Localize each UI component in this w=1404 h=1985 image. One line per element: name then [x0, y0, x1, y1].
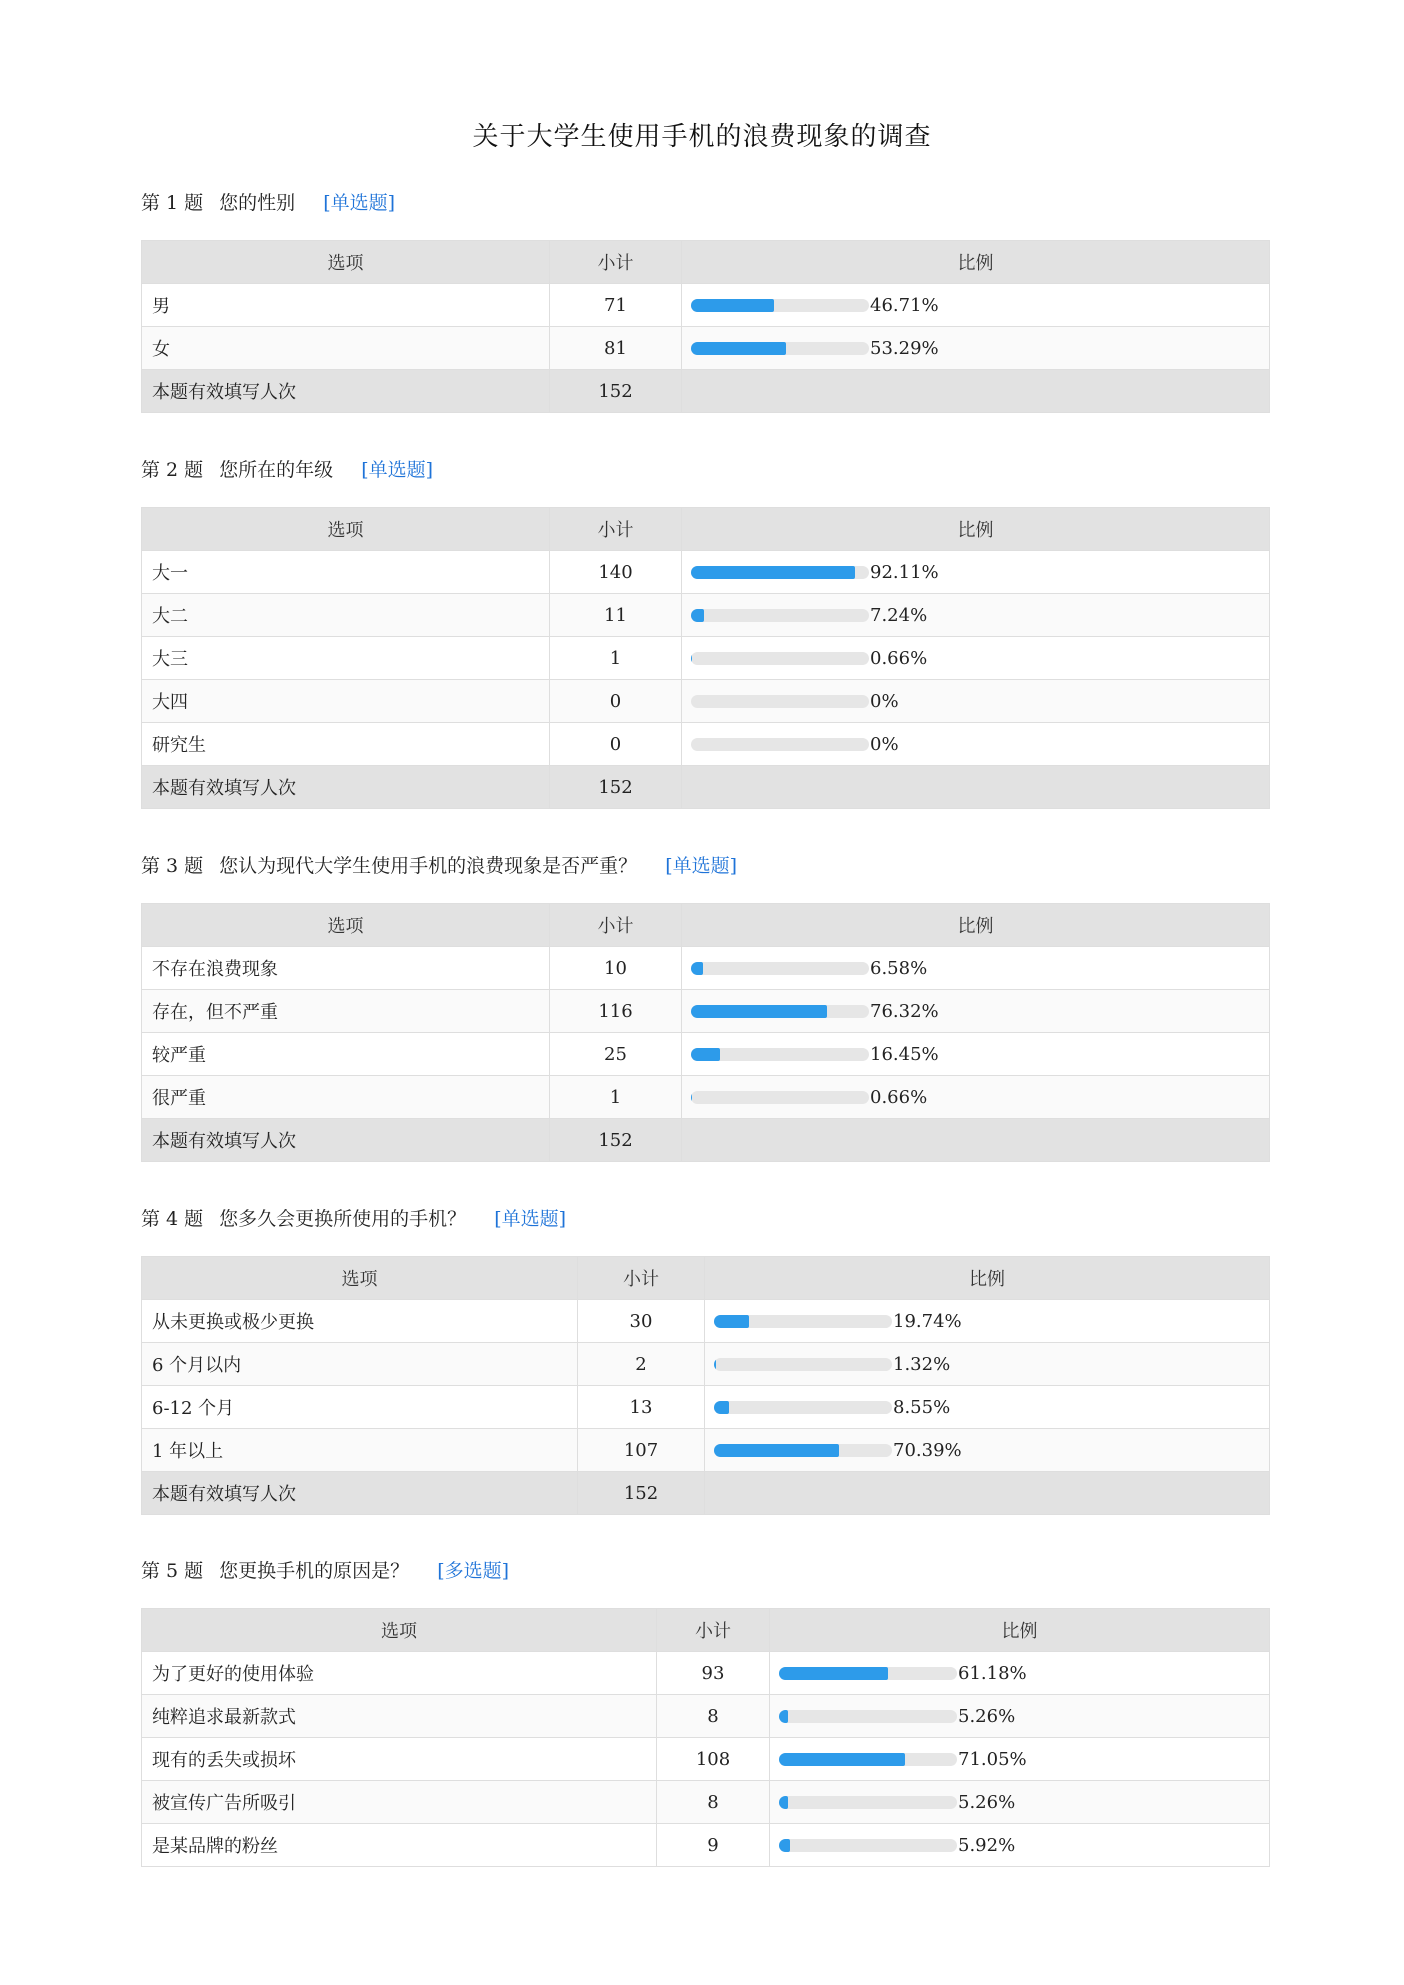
progress-bar: [779, 1710, 957, 1723]
ratio-column-header: 比例: [682, 508, 1270, 551]
results-table: [141, 507, 1270, 809]
progress-bar-fill: [779, 1667, 888, 1680]
ratio-cell: [682, 637, 1270, 680]
progress-bar-fill: [779, 1710, 788, 1723]
table-row: [142, 947, 1270, 990]
progress-bar: [714, 1401, 892, 1414]
ratio-column-header: 比例: [682, 904, 1270, 947]
percent-value: 7.24%: [870, 604, 928, 626]
question-type-link[interactable]: [单选题]: [665, 855, 738, 877]
progress-bar: [691, 695, 869, 708]
count-value: 108: [657, 1738, 770, 1781]
progress-bar-fill: [691, 1048, 720, 1061]
progress-bar-fill: [691, 652, 692, 665]
question-type-link[interactable]: [单选题]: [494, 1208, 567, 1230]
progress-bar-fill: [691, 299, 774, 312]
table-header-row: [142, 904, 1270, 947]
total-ratio-cell: [705, 1472, 1270, 1515]
total-ratio-cell: [682, 766, 1270, 809]
progress-bar: [779, 1667, 957, 1680]
total-row: [142, 766, 1270, 809]
table-row: [142, 1386, 1270, 1429]
question-header: [141, 1556, 1270, 1586]
option-label: 是某品牌的粉丝: [142, 1824, 657, 1867]
table-header-row: [142, 1257, 1270, 1300]
table-row: [142, 1738, 1270, 1781]
percent-value: 53.29%: [870, 337, 939, 359]
ratio-cell: [682, 284, 1270, 327]
progress-bar-fill: [714, 1444, 839, 1457]
question-5: [141, 1556, 1270, 1867]
count-value: 10: [550, 947, 682, 990]
question-text: 您多久会更换所使用的手机？: [219, 1208, 467, 1230]
question-header: [141, 455, 1270, 485]
total-ratio-cell: [682, 370, 1270, 413]
progress-bar-fill: [714, 1358, 716, 1371]
ratio-column-header: 比例: [705, 1257, 1270, 1300]
progress-bar: [691, 962, 869, 975]
table-row: [142, 1695, 1270, 1738]
percent-value: 0%: [870, 690, 899, 712]
table-row: [142, 327, 1270, 370]
page-title: 关于大学生使用手机的浪费现象的调查: [472, 122, 932, 152]
count-value: 116: [550, 990, 682, 1033]
ratio-cell: [705, 1343, 1270, 1386]
count-column-header: 小计: [550, 241, 682, 284]
percent-value: 92.11%: [870, 561, 939, 583]
percent-value: 71.05%: [958, 1748, 1027, 1770]
ratio-column-header: 比例: [770, 1609, 1270, 1652]
count-value: 9: [657, 1824, 770, 1867]
ratio-cell: [682, 551, 1270, 594]
progress-bar: [691, 299, 869, 312]
progress-bar: [691, 738, 869, 751]
option-column-header: 选项: [142, 1257, 578, 1300]
progress-bar: [714, 1444, 892, 1457]
percent-value: 16.45%: [870, 1043, 939, 1065]
progress-bar: [779, 1796, 957, 1809]
option-label: 不存在浪费现象: [142, 947, 550, 990]
progress-bar: [779, 1753, 957, 1766]
count-value: 2: [578, 1343, 705, 1386]
ratio-cell: [770, 1824, 1270, 1867]
percent-value: 0.66%: [870, 1086, 928, 1108]
option-label: 纯粹追求最新款式: [142, 1695, 657, 1738]
percent-value: 46.71%: [870, 294, 939, 316]
count-value: 8: [657, 1781, 770, 1824]
total-label: 本题有效填写人次: [142, 1472, 578, 1515]
ratio-cell: [770, 1781, 1270, 1824]
ratio-cell: [682, 1033, 1270, 1076]
ratio-cell: [682, 723, 1270, 766]
question-header: [141, 1204, 1270, 1234]
total-value: 152: [578, 1472, 705, 1515]
table-row: [142, 1781, 1270, 1824]
table-row: [142, 594, 1270, 637]
ratio-cell: [682, 947, 1270, 990]
question-2: [141, 455, 1270, 809]
ratio-cell: [770, 1652, 1270, 1695]
question-text: 您认为现代大学生使用手机的浪费现象是否严重？: [219, 855, 638, 877]
question-number: 第 5 题: [141, 1560, 204, 1582]
results-table: [141, 240, 1270, 413]
question-number: 第 3 题: [141, 855, 204, 877]
percent-value: 8.55%: [893, 1396, 951, 1418]
progress-bar: [714, 1358, 892, 1371]
progress-bar: [691, 652, 869, 665]
progress-bar-fill: [691, 342, 786, 355]
option-label: 1 年以上: [142, 1429, 578, 1472]
ratio-cell: [770, 1738, 1270, 1781]
table-row: [142, 284, 1270, 327]
percent-value: 5.92%: [958, 1834, 1016, 1856]
option-label: 大一: [142, 551, 550, 594]
question-text: 您更换手机的原因是？: [219, 1560, 410, 1582]
progress-bar-fill: [691, 1091, 692, 1104]
progress-bar: [714, 1315, 892, 1328]
table-header-row: [142, 508, 1270, 551]
count-column-header: 小计: [550, 508, 682, 551]
question-4: [141, 1204, 1270, 1515]
progress-bar-fill: [779, 1796, 788, 1809]
option-column-header: 选项: [142, 241, 550, 284]
table-header-row: [142, 1609, 1270, 1652]
progress-bar-fill: [691, 566, 855, 579]
count-value: 71: [550, 284, 682, 327]
progress-bar-fill: [714, 1401, 729, 1414]
percent-value: 1.32%: [893, 1353, 951, 1375]
progress-bar-fill: [691, 962, 703, 975]
table-header-row: [142, 241, 1270, 284]
option-label: 6 个月以内: [142, 1343, 578, 1386]
progress-bar: [691, 1005, 869, 1018]
results-table: [141, 1608, 1270, 1867]
percent-value: 70.39%: [893, 1439, 962, 1461]
total-ratio-cell: [682, 1119, 1270, 1162]
percent-value: 0%: [870, 733, 899, 755]
option-label: 从未更换或极少更换: [142, 1300, 578, 1343]
option-label: 大三: [142, 637, 550, 680]
question-type-link[interactable]: [单选题]: [361, 459, 434, 481]
total-value: 152: [550, 370, 682, 413]
progress-bar-fill: [714, 1315, 749, 1328]
option-label: 女: [142, 327, 550, 370]
option-label: 较严重: [142, 1033, 550, 1076]
question-text: 您的性别: [219, 192, 296, 214]
table-row: [142, 1300, 1270, 1343]
question-number: 第 2 题: [141, 459, 204, 481]
ratio-cell: [682, 327, 1270, 370]
percent-value: 5.26%: [958, 1705, 1016, 1727]
ratio-cell: [682, 990, 1270, 1033]
percent-value: 76.32%: [870, 1000, 939, 1022]
table-row: [142, 680, 1270, 723]
ratio-cell: [682, 1076, 1270, 1119]
total-label: 本题有效填写人次: [142, 370, 550, 413]
progress-bar-fill: [691, 1005, 827, 1018]
percent-value: 5.26%: [958, 1791, 1016, 1813]
count-value: 8: [657, 1695, 770, 1738]
results-table: [141, 1256, 1270, 1515]
count-value: 30: [578, 1300, 705, 1343]
ratio-cell: [682, 594, 1270, 637]
option-label: 研究生: [142, 723, 550, 766]
count-value: 81: [550, 327, 682, 370]
option-column-header: 选项: [142, 904, 550, 947]
ratio-cell: [682, 680, 1270, 723]
question-number: 第 1 题: [141, 192, 204, 214]
question-text: 您所在的年级: [219, 459, 334, 481]
table-row: [142, 1652, 1270, 1695]
progress-bar: [691, 1048, 869, 1061]
table-row: [142, 1076, 1270, 1119]
option-label: 男: [142, 284, 550, 327]
count-value: 13: [578, 1386, 705, 1429]
question-header: [141, 851, 1270, 881]
count-value: 140: [550, 551, 682, 594]
table-row: [142, 637, 1270, 680]
count-value: 25: [550, 1033, 682, 1076]
count-value: 1: [550, 637, 682, 680]
progress-bar: [691, 1091, 869, 1104]
table-row: [142, 723, 1270, 766]
progress-bar-fill: [691, 609, 704, 622]
option-column-header: 选项: [142, 1609, 657, 1652]
total-value: 152: [550, 1119, 682, 1162]
count-value: 11: [550, 594, 682, 637]
progress-bar-fill: [779, 1753, 905, 1766]
option-label: 6-12 个月: [142, 1386, 578, 1429]
progress-bar: [691, 609, 869, 622]
percent-value: 6.58%: [870, 957, 928, 979]
count-value: 0: [550, 723, 682, 766]
option-label: 现有的丢失或损坏: [142, 1738, 657, 1781]
ratio-cell: [705, 1300, 1270, 1343]
option-label: 大四: [142, 680, 550, 723]
question-1: [141, 188, 1270, 413]
count-value: 93: [657, 1652, 770, 1695]
option-label: 存在，但不严重: [142, 990, 550, 1033]
option-label: 被宣传广告所吸引: [142, 1781, 657, 1824]
total-row: [142, 1472, 1270, 1515]
count-column-header: 小计: [578, 1257, 705, 1300]
progress-bar-fill: [779, 1839, 790, 1852]
question-header: [141, 188, 1270, 218]
count-column-header: 小计: [550, 904, 682, 947]
table-row: [142, 1824, 1270, 1867]
count-value: 107: [578, 1429, 705, 1472]
results-table: [141, 903, 1270, 1162]
table-row: [142, 1343, 1270, 1386]
question-type-link[interactable]: [单选题]: [323, 192, 396, 214]
question-number: 第 4 题: [141, 1208, 204, 1230]
option-column-header: 选项: [142, 508, 550, 551]
table-row: [142, 1033, 1270, 1076]
option-label: 很严重: [142, 1076, 550, 1119]
progress-bar: [691, 342, 869, 355]
total-label: 本题有效填写人次: [142, 766, 550, 809]
count-column-header: 小计: [657, 1609, 770, 1652]
total-label: 本题有效填写人次: [142, 1119, 550, 1162]
total-row: [142, 1119, 1270, 1162]
table-row: [142, 990, 1270, 1033]
percent-value: 61.18%: [958, 1662, 1027, 1684]
count-value: 0: [550, 680, 682, 723]
table-row: [142, 1429, 1270, 1472]
progress-bar: [779, 1839, 957, 1852]
percent-value: 0.66%: [870, 647, 928, 669]
count-value: 1: [550, 1076, 682, 1119]
question-3: [141, 851, 1270, 1162]
option-label: 大二: [142, 594, 550, 637]
ratio-column-header: 比例: [682, 241, 1270, 284]
total-value: 152: [550, 766, 682, 809]
table-row: [142, 551, 1270, 594]
option-label: 为了更好的使用体验: [142, 1652, 657, 1695]
total-row: [142, 370, 1270, 413]
percent-value: 19.74%: [893, 1310, 962, 1332]
ratio-cell: [705, 1429, 1270, 1472]
question-type-link[interactable]: [多选题]: [437, 1560, 510, 1582]
ratio-cell: [770, 1695, 1270, 1738]
progress-bar: [691, 566, 869, 579]
ratio-cell: [705, 1386, 1270, 1429]
